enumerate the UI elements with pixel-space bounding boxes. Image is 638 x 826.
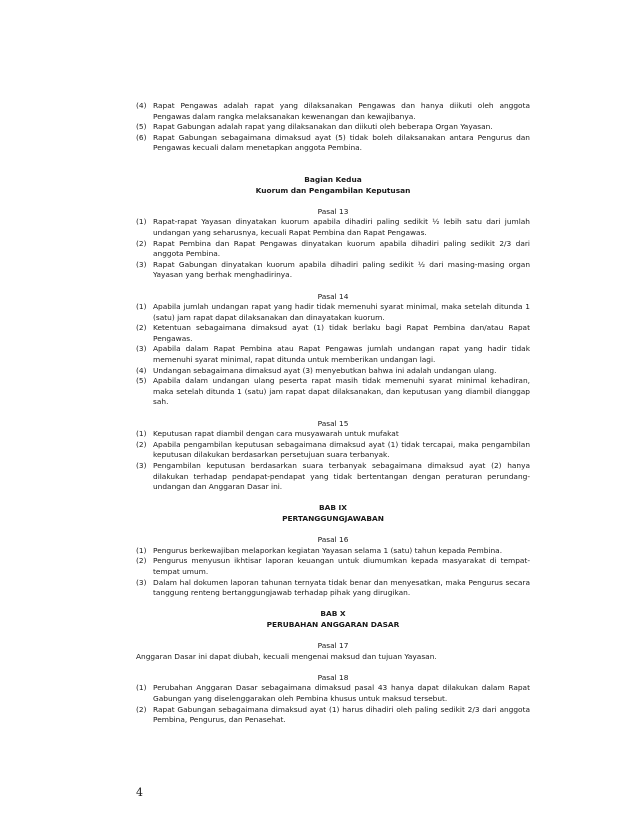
pasal-13-title: Pasal 13 (317, 206, 349, 216)
list-item: (2) Ketentuan sebagaimana dimaksud ayat (1) tidak berlaku bagi Rapat Pembina dan/atau Rapat Pengawas. (136, 323, 530, 343)
pasal-17-title: Pasal 17 (317, 641, 349, 651)
list-item: (2) Apabila pengambilan keputusan sebagaimana dimaksud ayat (1) tidak tercapai, maka pengambilan keputusan dilakukan berdasarkan persetujuan suara terbanyak. (136, 439, 530, 460)
chapter-title: BAB IX (318, 503, 347, 513)
list-item: (2) Pengurus menyusun ikhtisar laporan keuangan untuk diumumkan kepada masyarakat di tempat-tempat umum. (136, 556, 530, 576)
section-subtitle: Kuorum dan Pengambilan Keputusan (255, 185, 411, 195)
list-item: (4) Undangan sebagaimana dimaksud ayat (3) menyebutkan bahwa ini adalah undangan ulang. (136, 365, 497, 375)
list-item: (3) Pengambilan keputusan berdasarkan suara terbanyak sebagaimana dimaksud ayat (2) hanya dilakukan terhadap pendapat-pendapat yang tidak bertentangan dengan peraturan perundang-undangan dan Anggaran Dasar ini. (136, 461, 530, 492)
list-item: (5) Rapat Gabungan adalah rapat yang dilaksanakan dan diikuti oleh beberapa Organ Yayasan. (136, 122, 493, 132)
list-item: (6) Rapat Gabungan sebagaimana dimaksud ayat (5) tidak boleh dilaksanakan antara Pengurus dan Pengawas kecuali dalam menetapkan anggota Pembina. (136, 132, 530, 153)
chapter-subtitle: PERUBAHAN ANGGARAN DASAR (266, 619, 400, 629)
top-list (136, 101, 530, 154)
list-item: (5) Apabila dalam undangan ulang peserta rapat masih tidak memenuhi syarat minimal kehadiran, maka setelah ditunda 1 (satu) jam rapat dapat dilaksanakan, dan keputusan yang diambil dianggap sah. (136, 376, 530, 407)
list-item: (2) Rapat Gabungan sebagaimana dimaksud ayat (1) harus dihadiri oleh paling sedikit 2/3 dari anggota Pembina, Pengurus, dan Penasehat. (136, 704, 530, 725)
pasal-18-title: Pasal 18 (317, 672, 349, 682)
list-item: (1) Perubahan Anggaran Dasar sebagaimana dimaksud pasal 43 hanya dapat dilakukan dalam Rapat Gabungan yang diselenggarakan oleh Pembina khusus untuk maksud tersebut. (136, 683, 530, 704)
list-item: (2) Rapat Pembina dan Rapat Pengawas dinyatakan kuorum apabila dihadiri paling sedikit 2/3 dari anggota Pembina. (136, 238, 530, 259)
pasal-17-text: Anggaran Dasar ini dapat diubah, kecuali mengenai maksud dan tujuan Yayasan. (136, 651, 437, 661)
pasal-14-title: Pasal 14 (317, 291, 349, 301)
list-item: (3) Apabila dalam Rapat Pembina atau Rapat Pengawas jumlah undangan rapat yang hadir tidak memenuhi syarat minimal, rapat ditunda untuk memberikan undangan lagi. (136, 344, 530, 365)
chapter-subtitle: PERTANGGUNGJAWABAN (282, 513, 384, 523)
list-item: (3) Dalam hal dokumen laporan tahunan ternyata tidak benar dan menyesatkan, maka Pengurus secara tanggung renteng bertanggungjawab terhadap pihak yang dirugikan. (136, 577, 530, 598)
chapter-title: BAB X (320, 609, 346, 619)
document-body (136, 101, 530, 726)
list-item: (1) Rapat-rapat Yayasan dinyatakan kuorum apabila dihadiri paling sedikit ½ lebih satu dari jumlah undangan yang seharusnya, kecuali Rapat Pembina dan Rapat Pengawas. (136, 217, 530, 237)
list-item: (4) Rapat Pengawas adalah rapat yang dilaksanakan Pengawas dan hanya diikuti oleh anggota Pengawas dalam rangka melaksanakan kewenangan dan kewajibanya. (136, 101, 530, 121)
list-item: (1) Apabila jumlah undangan rapat yang hadir tidak memenuhi syarat minimal, maka setelah ditunda 1 (satu) jam rapat dapat dilaksanakan dan dinayatakan kuorum. (136, 302, 530, 322)
pasal-16-title: Pasal 16 (317, 535, 349, 545)
list-item: (1) Pengurus berkewajiban melaporkan kegiatan Yayasan selama 1 (satu) tahun kepada Pembina. (136, 545, 503, 555)
pasal-15-title: Pasal 15 (317, 418, 349, 428)
section-title: Bagian Kedua (304, 174, 362, 184)
list-item: (1) Keputusan rapat diambil dengan cara musyawarah untuk mufakat (136, 429, 399, 439)
list-item: (3) Rapat Gabungan dinyatakan kuorum apabila dihadiri paling sedikit ½ dari masing-masing organ Yayasan yang berhak menghadirinya. (136, 259, 530, 280)
page-number: 4 (136, 786, 143, 799)
